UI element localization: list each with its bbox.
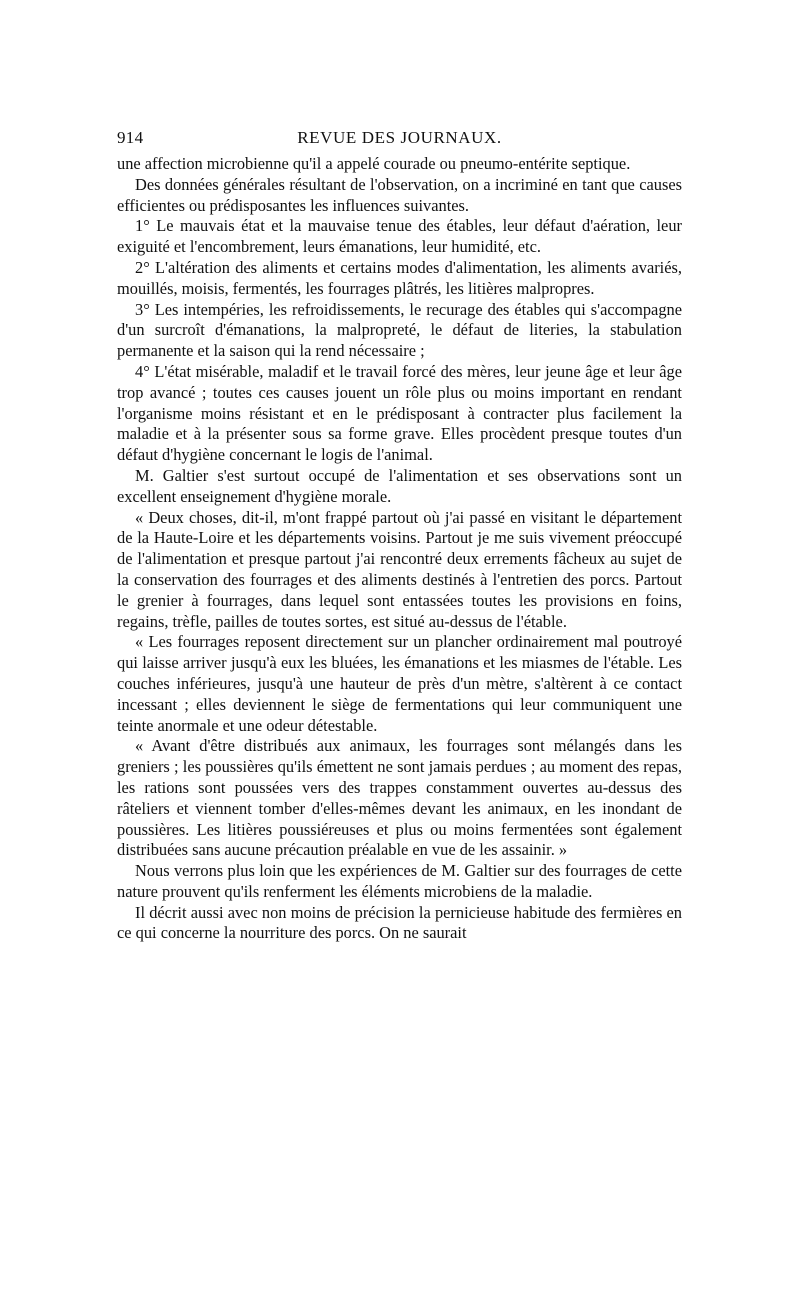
- running-head: [117, 128, 682, 154]
- quotation-paragraph: « Avant d'être distribués aux animaux, les fourrages sont mélangés dans les greniers ; les poussières qu'ils émettent ne sont jamais perdues ; au moment des repas, les rations sont poussées vers des trappes constamment ouvertes au-dessus des râteliers et viennent tomber d'elles-mêmes devant les animaux, en les inondant de poussières. Les litières poussiéreuses et plus ou moins fermentées sont également distribuées sans aucune précaution préalable en vue de les assainir. »: [117, 736, 682, 860]
- page-number: 914: [117, 128, 144, 147]
- running-title: REVUE DES JOURNAUX.: [297, 128, 502, 147]
- paragraph: Il décrit aussi avec non moins de précision la pernicieuse habitude des fermières en ce qui concerne la nourriture des porcs. On ne saurait: [117, 902, 682, 943]
- body-text: [117, 154, 682, 944]
- paragraph-cause-1: 1° Le mauvais état et la mauvaise tenue des étables, leur défaut d'aération, leur exiguité et l'encombrement, leurs émanations, leur humidité, etc.: [117, 216, 682, 257]
- paragraph-cause-2: 2° L'altération des aliments et certains modes d'alimentation, les aliments avariés, mouillés, moisis, fermentés, les fourrages plâtrés, les litières malpropres.: [117, 257, 682, 298]
- book-page: [117, 128, 682, 944]
- paragraph-cause-3: 3° Les intempéries, les refroidissements, le recurage des étables qui s'accompagne d'un surcroît d'émanations, la malpropreté, le défaut de literies, la stabulation permanente et la saison qui la rend nécessaire ;: [117, 299, 682, 361]
- paragraph-cause-4: 4° L'état misérable, maladif et le travail forcé des mères, leur jeune âge et leur âge trop avancé ; toutes ces causes jouent un rôle plus ou moins important en rendant l'organisme moins résistant et en le prédisposant à contracter plus facilement la maladie et à la présenter sous sa forme grave. Elles procèdent presque toutes d'un défaut d'hygiène concernant le logis de l'animal.: [117, 361, 682, 465]
- paragraph: Des données générales résultant de l'observation, on a incriminé en tant que causes efficientes ou prédisposantes les influences suivantes.: [117, 174, 682, 215]
- paragraph-continued: une affection microbienne qu'il a appelé courade ou pneumo-entérite septique.: [117, 154, 631, 173]
- quotation-paragraph: « Les fourrages reposent directement sur un plancher ordinairement mal poutroyé qui laisse arriver jusqu'à eux les bluées, les émanations et les miasmes de l'étable. Les couches inférieures, jusqu'à une hauteur de près d'un mètre, s'altèrent à ce contact incessant ; elles deviennent le siège de fermentations qui leur communiquent une teinte anormale et une odeur détestable.: [117, 632, 682, 735]
- quotation-paragraph: « Deux choses, dit-il, m'ont frappé partout où j'ai passé en visitant le département de la Haute-Loire et les départements voisins. Partout je me suis vivement préoccupé de l'alimentation et presque partout j'ai rencontré deux errements fâcheux au sujet de la conservation des fourrages et des aliments destinés à l'entretien des porcs. Partout le grenier à fourrages, dans lequel sont entassées toutes les provisions en foins, regains, trèfle, pailles de toutes sortes, est situé au-dessus de l'étable.: [117, 507, 682, 631]
- paragraph: Nous verrons plus loin que les expériences de M. Galtier sur des fourrages de cette nature prouvent qu'ils renferment les éléments microbiens de la maladie.: [117, 861, 682, 901]
- paragraph: M. Galtier s'est surtout occupé de l'alimentation et ses observations sont un excellent enseignement d'hygiène morale.: [117, 465, 682, 506]
